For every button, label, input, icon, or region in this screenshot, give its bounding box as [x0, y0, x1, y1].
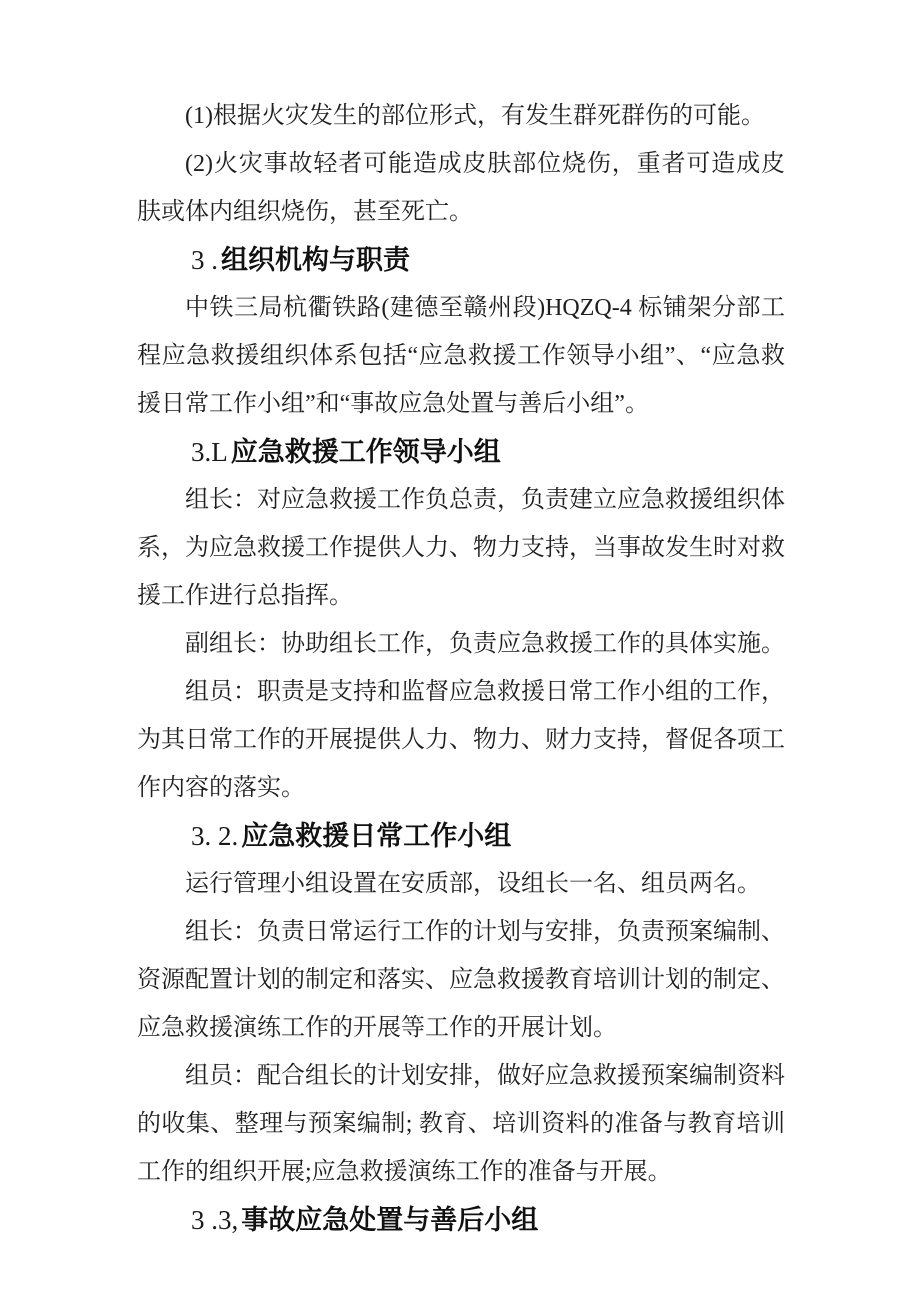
paragraph-org-system: 中铁三局杭衢铁路(建德至赣州段)HQZQ-4 标铺架分部工程应急救援组织体系包括“应急救援工作领导小组”、“应急救援日常工作小组”和“事故应急处置与善后小组”。: [137, 295, 785, 417]
section-heading-3-1: [137, 428, 785, 476]
paragraph-daily-member-duty: 组员：配合组长的计划安排，做好应急救援预案编制资料的收集、整理与预案编制; 教育、培训资料的准备与教育培训工作的组织开展;应急救援演练工作的准备与开展。: [137, 1063, 785, 1185]
heading-number: 3 .3,: [191, 1205, 239, 1235]
document-content: [137, 92, 785, 1244]
heading-title: 应急救援工作领导小组: [230, 437, 501, 467]
heading-number: 3.L: [191, 437, 228, 467]
paragraph-fire-hazard-1: (1)根据火灾发生的部位形式，有发生群死群伤的可能。: [185, 103, 765, 129]
heading-title: 应急救援日常工作小组: [241, 821, 512, 851]
paragraph-deputy-leader-duty: 副组长：协助组长工作，负责应急救援工作的具体实施。: [185, 631, 785, 657]
paragraph-member-duty: 组员：职责是支持和监督应急救援日常工作小组的工作，为其日常工作的开展提供人力、物力、财力支持，督促各项工作内容的落实。: [137, 679, 785, 801]
paragraph-daily-leader-duty: 组长：负责日常运行工作的计划与安排，负责预案编制、资源配置计划的制定和落实、应急救援教育培训计划的制定、应急救援演练工作的开展等工作的开展计划。: [137, 919, 785, 1041]
heading-number: 3. 2.: [191, 821, 239, 851]
heading-title: 组织机构与职责: [221, 245, 410, 275]
paragraph-fire-hazard-2: (2)火灾事故轻者可能造成皮肤部位烧伤，重者可造成皮肤或体内组织烧伤，甚至死亡。: [137, 151, 785, 225]
paragraph-daily-group-setup: 运行管理小组设置在安质部，设组长一名、组员两名。: [185, 871, 761, 897]
heading-number: 3 .: [191, 245, 218, 275]
section-heading-3: [137, 236, 785, 284]
paragraph-leader-duty: 组长：对应急救援工作负总责，负责建立应急救援组织体系，为应急救援工作提供人力、物力支持，当事故发生时对救援工作进行总指挥。: [137, 487, 785, 609]
section-heading-3-2: [137, 812, 785, 860]
section-heading-3-3: [137, 1196, 785, 1244]
heading-title: 事故应急处置与善后小组: [241, 1205, 539, 1235]
